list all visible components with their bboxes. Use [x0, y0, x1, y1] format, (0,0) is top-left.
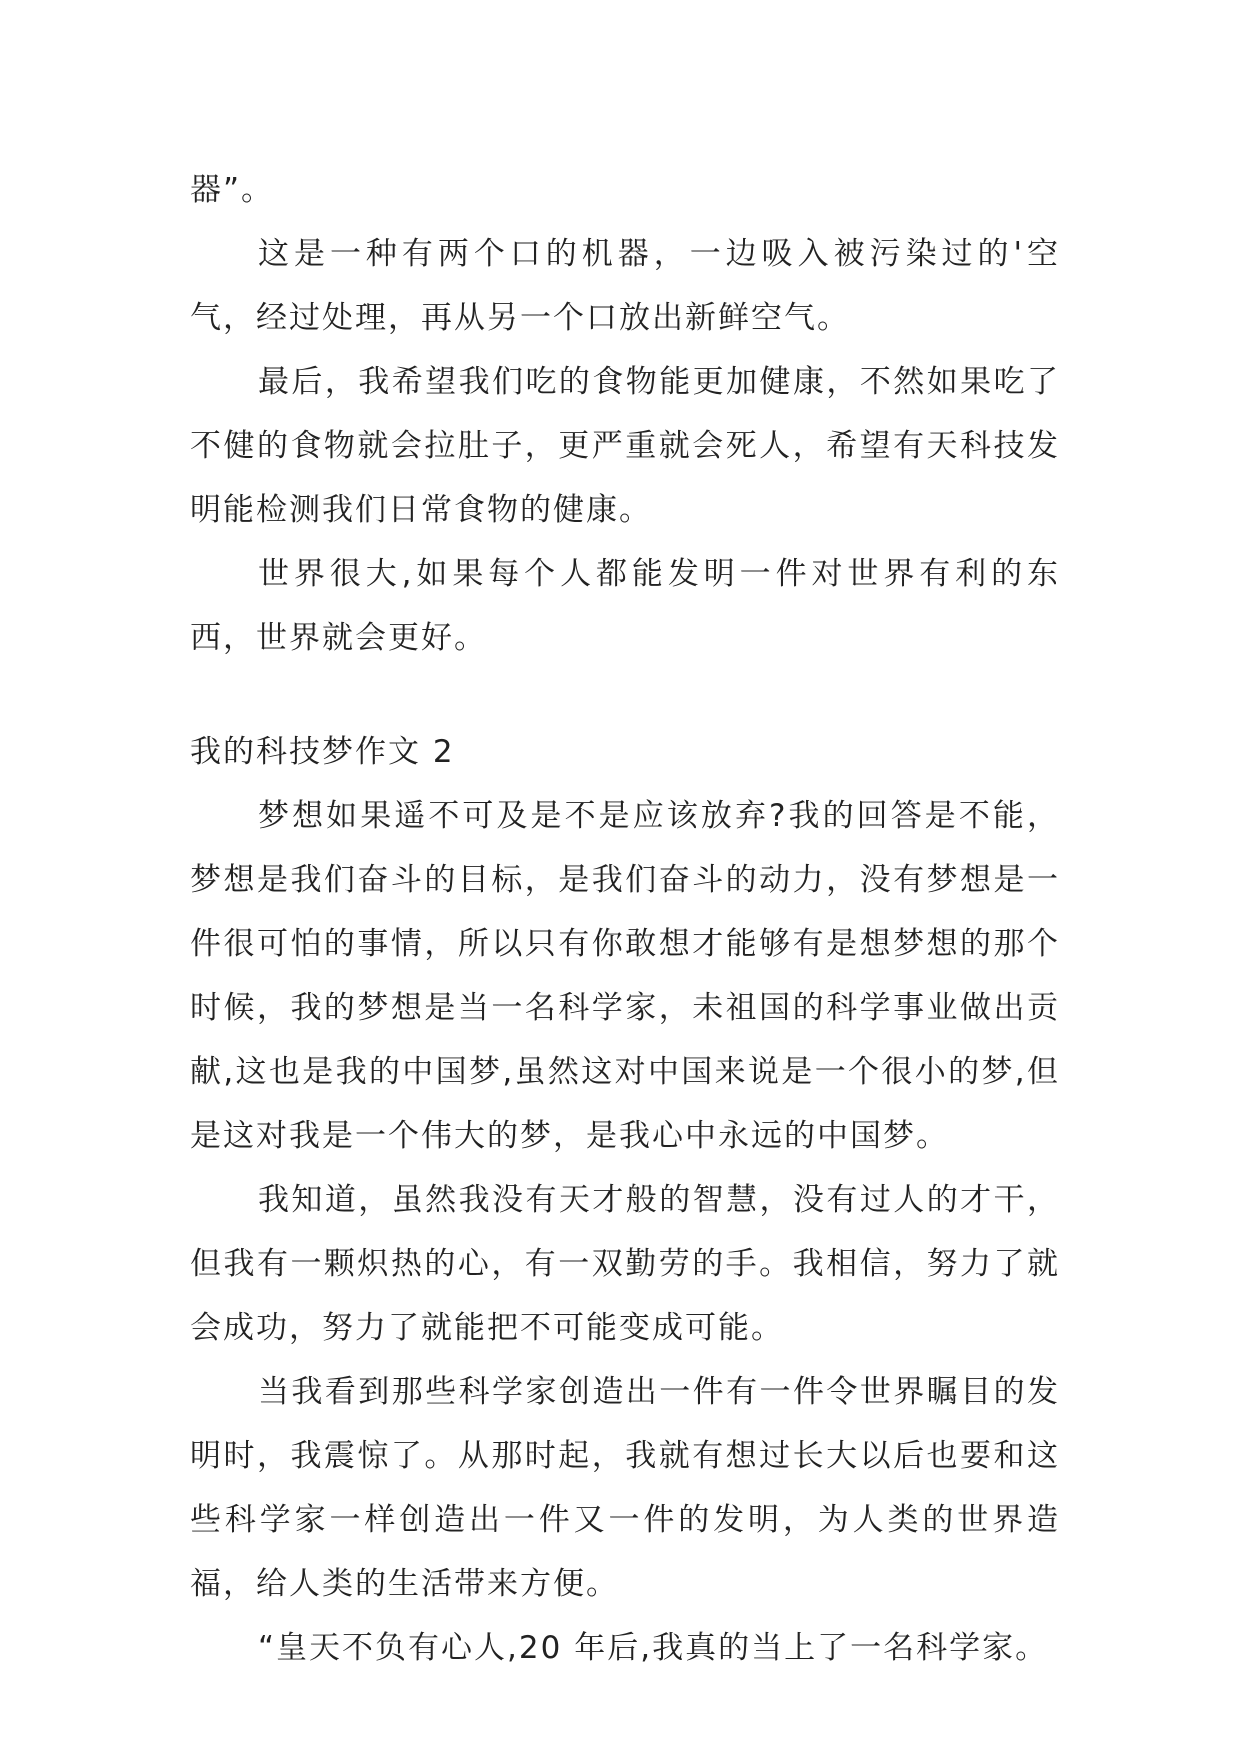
section-title: 我的科技梦作文 2	[190, 734, 455, 770]
paragraph-better-world: 世界很大,如果每个人都能发明一件对世界有利的东西，世界就会更好。	[190, 556, 1060, 656]
paragraph-air-machine: 这是一种有两个口的机器，一边吸入被污染过的'空气，经过处理，再从另一个口放出新鲜空气。	[190, 236, 1060, 336]
paragraph-twenty-years: “皇天不负有心人,20 年后,我真的当上了一名科学家。	[258, 1630, 1049, 1666]
paragraph-scientists: 当我看到那些科学家创造出一件有一件令世界瞩目的发明时，我震惊了。从那时起，我就有想过长大以后也要和这些科学家一样创造出一件又一件的发明，为人类的世界造福，给人类的生活带来方便。	[190, 1374, 1060, 1602]
paragraph-effort: 我知道，虽然我没有天才般的智慧，没有过人的才干，但我有一颗炽热的心，有一双勤劳的手。我相信，努力了就会成功，努力了就能把不可能变成可能。	[190, 1182, 1060, 1346]
continued-text: 器”。	[190, 172, 275, 208]
paragraph-healthy-food: 最后，我希望我们吃的食物能更加健康，不然如果吃了不健的食物就会拉肚子，更严重就会死人，希望有天科技发明能检测我们日常食物的健康。	[190, 364, 1060, 528]
paragraph-dream: 梦想如果遥不可及是不是应该放弃?我的回答是不能，梦想是我们奋斗的目标，是我们奋斗的动力，没有梦想是一件很可怕的事情，所以只有你敢想才能够有是想梦想的那个时候，我的梦想是当一名科学家，未祖国的科学事业做出贡献,这也是我的中国梦,虽然这对中国来说是一个很小的梦,但是这对我是一个伟大的梦，是我心中永远的中国梦。	[190, 798, 1060, 1154]
document-body	[190, 158, 1060, 1680]
